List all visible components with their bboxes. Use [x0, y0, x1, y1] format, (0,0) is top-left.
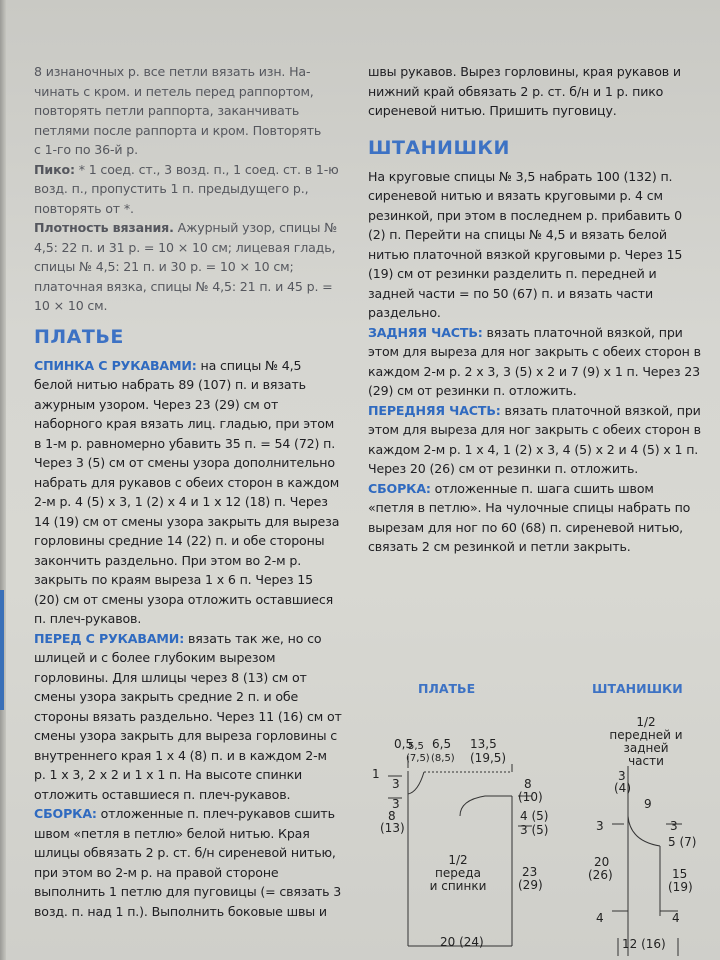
pants-back-text: вязать платочной вязкой, при этом для выреза для ног закрыть с обеих сторон в каждом 2-м р. 2 х 3, 3 (5) х 2 и 7 (9) х 1 п. Через 23 (29) см от резинки п. отложить.	[368, 324, 701, 398]
subtitle-line: 1/2	[636, 715, 656, 729]
pants-section-title: ШТАНИШКИ	[368, 136, 510, 159]
pattern-diagrams	[360, 676, 720, 960]
pants-bottom-dim: 12 (16)	[622, 937, 666, 951]
front-text: вязать так же, но со шлицей и с более глубоким вырезом горловины. Для шлицы через 8 (13) см от смены узора закрыть средние 2 п. и обе стороны вязать раздельно. Через 11 (16) см от смены узора закрыть для выреза горловины с внутреннего края 1 х 4 (8) п. и в каждом 2-м р. 1 х 3, 2 х 2 и 1 х 1 п. На высоте спинки отложить оставшиеся п. плеч-рукавов.	[34, 630, 342, 802]
pants-back-label: ЗАДНЯЯ ЧАСТЬ:	[368, 324, 483, 340]
pants-diagram-title: ШТАНИШКИ	[592, 681, 683, 696]
intro-line: 8 изнаночных р. все петли вязать изн. На-	[34, 64, 311, 79]
dress-left-dim: 1	[372, 767, 380, 781]
dress-top-dim: 6,5	[432, 737, 452, 751]
intro-text	[34, 62, 342, 160]
right-column	[368, 62, 702, 557]
dress-top-dim: 5,5	[408, 741, 424, 752]
center-label-line: переда	[435, 866, 481, 880]
page-edge	[0, 0, 6, 960]
pants-right-dim: 4	[672, 911, 680, 925]
dress-right-dim: 8	[524, 777, 532, 791]
dress-left-dim: 3	[392, 777, 400, 791]
pants-front-text: вязать платочной вязкой, при этом для выреза для ног закрыть с обеих сторон в каждом 2-м р. 1 х 4, 1 (2) х 3, 4 (5) х 2 и 4 (5) х 1 п. Через 20 (26) см от резинки п. отложить.	[368, 402, 701, 476]
dress-right-dim: (10)	[518, 790, 543, 804]
dress-top-dim: 13,5	[470, 737, 497, 751]
left-column	[34, 62, 342, 921]
intro-line: с 1-го по 36-й р.	[34, 142, 138, 157]
dress-top-dim: 0,5	[394, 737, 414, 751]
back-paragraph	[34, 356, 342, 629]
back-text: на спицы № 4,5 белой нитью набрать 89 (107) п. и вязать ажурным узором. Через 23 (29) см от наборного края вязать лиц. гладью, при этом в 1-м р. равномерно убавить 35 п. = 54 (72) п. Через 3 (5) см от смены узора дополнительно набрать для рукавов с обеих сторон в каждом 2-м р. 4 (5) х 3, 1 (2) х 4 и 1 х 12 (18) п. Через 14 (19) см от смены узора закрыть для выреза горловины средние 14 (22) п. и обе стороны закончить раздельно. При этом во 2-м р. закрыть по краям выреза 1 х 6 п. Через 15 (20) см от смены узора отложить оставшиеся п. плеч-рукавов.	[34, 357, 340, 626]
pants-assembly-label: СБОРКА:	[368, 480, 431, 496]
pants-top-dim: (4)	[614, 781, 631, 795]
subtitle-line: передней и	[609, 728, 683, 742]
intro-line: повторять петли раппорта, заканчивать	[34, 103, 300, 118]
dress-left-dim: 8	[388, 809, 396, 823]
pants-assembly-text: отложенные п. шага сшить швом «петля в петлю». На чулочные спицы набрать по вырезам для ног по 60 (68) п. сиреневой нитью, связать 2 см резинкой и петли закрыть.	[368, 480, 691, 554]
pants-left-dim: 4	[596, 911, 604, 925]
pants-back-paragraph	[368, 323, 702, 401]
assembly-label: СБОРКА:	[34, 806, 97, 821]
pants-top-dim: 9	[644, 797, 652, 811]
center-label-line: и спинки	[429, 879, 487, 893]
dress-left-dim: (13)	[380, 821, 405, 835]
pants-left-dim: (26)	[588, 868, 613, 882]
front-label: ПЕРЕД С РУКАВАМИ:	[34, 630, 185, 646]
pants-assembly-paragraph	[368, 479, 702, 557]
dress-top-dim-alt: (7,5)	[406, 753, 430, 764]
dress-center-label	[418, 854, 498, 893]
intro-line: петлями после раппорта и кром. Повторять	[34, 122, 322, 138]
intro-line: чинать с кром. и петель перед раппортом,	[34, 83, 314, 99]
dress-right-dim: 3 (5)	[520, 823, 549, 837]
center-label-line: 1/2	[448, 853, 468, 867]
continuation-paragraph: швы рукавов. Вырез горловины, края рукавов и нижний край обвязать 2 р. ст. б/н и 1 р. пико сиреневой нитью. Пришить пуговицу.	[368, 64, 681, 118]
pants-left-dim: 20	[594, 855, 610, 869]
dress-left-dim: 3	[392, 797, 400, 811]
pants-front-label: ПЕРЕДНЯЯ ЧАСТЬ:	[368, 402, 501, 418]
front-paragraph	[34, 629, 342, 805]
blue-margin-bar	[0, 590, 4, 710]
pico-label: Пико:	[34, 161, 75, 177]
dress-top-dim-alt: (8,5)	[431, 753, 455, 764]
dress-bottom-dim: 20 (24)	[440, 935, 484, 949]
pants-left-dim: 3	[596, 819, 604, 833]
pants-front-paragraph	[368, 401, 702, 479]
dress-top-dim-alt: (19,5)	[470, 751, 507, 765]
assembly-text: отложенные п. плеч-рукавов сшить швом «петля в петлю» белой нитью. Края шлицы обвязать 2 р. ст. б/н сиреневой нитью, при этом во 2-м р. на правой стороне выполнить 1 петлю для пуговицы (= связать 3 возд. п. над 1 п.). Выполнить боковые швы и	[34, 806, 342, 919]
pico-text: * 1 соед. ст., 3 возд. п., 1 соед. ст. в 1-ю возд. п., пропустить 1 п. предыдущего р., повторять от *.	[34, 161, 339, 216]
pico-paragraph	[34, 160, 342, 219]
dress-section-title: ПЛАТЬЕ	[34, 325, 124, 348]
density-label: Плотность вязания.	[34, 220, 174, 235]
pants-right-dim: (19)	[668, 880, 693, 894]
assembly-paragraph	[34, 804, 342, 921]
back-label: СПИНКА С РУКАВАМИ:	[34, 357, 197, 373]
pants-diagram-subtitle	[604, 716, 688, 768]
pants-intro: На круговые спицы № 3,5 набрать 100 (132) п. сиреневой нитью и вязать круговыми р. 4 см резинкой, при этом в последнем р. прибавить 0 (2) п. Перейти на спицы № 4,5 и вязать белой нитью платочной вязкой круговыми р. Через 15 (19) см от резинки разделить п. передней и задней части = по 50 (67) п. и вязать части раздельно.	[368, 168, 683, 320]
dress-right-dim: 23	[522, 865, 538, 879]
dress-right-dim: (29)	[518, 878, 543, 892]
dress-right-dim: 4 (5)	[520, 809, 549, 823]
pants-right-dim: 3	[670, 819, 678, 833]
pants-right-dim: 15	[672, 867, 688, 881]
density-paragraph	[34, 218, 342, 316]
subtitle-line: задней части	[623, 741, 669, 768]
pants-right-dim: 5 (7)	[668, 835, 697, 849]
pants-top-dim: 3	[618, 769, 626, 783]
dress-diagram-title: ПЛАТЬЕ	[418, 681, 476, 696]
density-text: Ажурный узор, спицы № 4,5: 22 п. и 31 р. = 10 × 10 см; лицевая гладь, спицы № 4,5: 21 п. и 30 р. = 10 × 10 см; платочная вязка, спицы № 4,5: 21 п. и 45 р. = 10 × 10 см.	[34, 220, 338, 313]
